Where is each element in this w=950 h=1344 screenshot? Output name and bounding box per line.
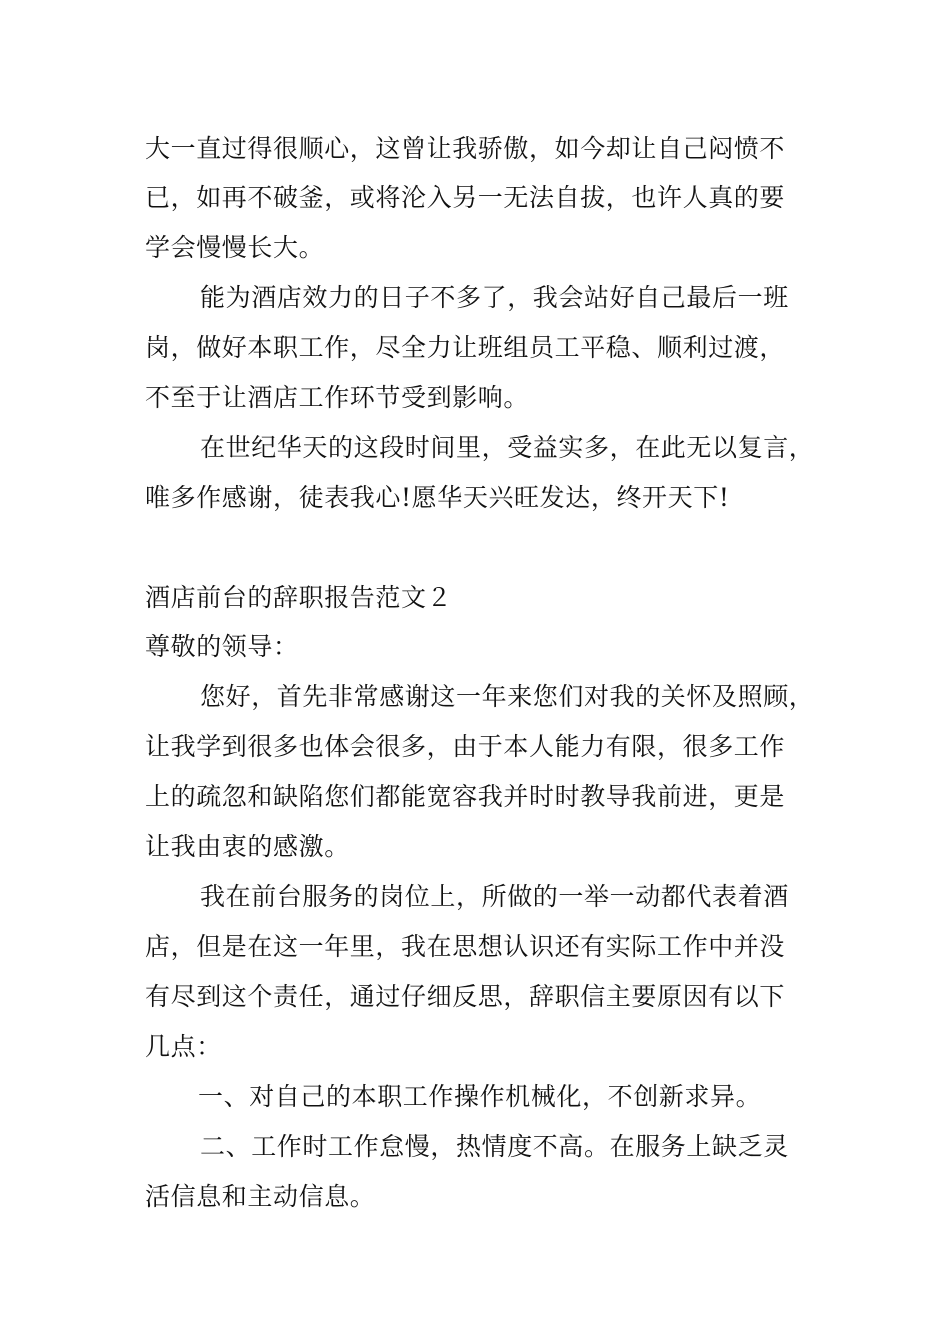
text-line: 已，如再不破釜，或将沦入另一无法自拔，也许人真的要	[145, 183, 786, 212]
text-line: 让我学到很多也体会很多，由于本人能力有限，很多工作	[145, 732, 786, 761]
text-line: 店，但是在这一年里，我在思想认识还有实际工作中并没	[145, 932, 786, 961]
text-line: 我在前台服务的岗位上，所做的一举一动都代表着酒	[200, 882, 789, 911]
text-line: 不至于让酒店工作环节受到影响。	[145, 383, 530, 412]
text-line: 让我由衷的感激。	[145, 832, 350, 861]
text-line: 唯多作感谢，徒表我心!愿华天兴旺发达，终开天下!	[145, 483, 730, 512]
text-line: 几点：	[145, 1032, 222, 1061]
text-line: 学会慢慢长大。	[145, 233, 325, 262]
text-line: 大一直过得很顺心，这曾让我骄傲，如今却让自己闷愤不	[145, 134, 786, 163]
text-line: 在世纪华天的这段时间里，受益实多，在此无以复言，	[200, 433, 815, 462]
text-line: 您好，首先非常感谢这一年来您们对我的关怀及照顾，	[200, 682, 815, 711]
text-line: 上的疏忽和缺陷您们都能宽容我并时时教导我前进，更是	[145, 782, 786, 811]
text-line: 能为酒店效力的日子不多了，我会站好自己最后一班	[200, 283, 789, 312]
salutation: 尊敬的领导：	[145, 632, 299, 661]
text-line: 岗，做好本职工作，尽全力让班组员工平稳、顺利过渡，	[145, 333, 786, 362]
text-line: 活信息和主动信息。	[145, 1182, 376, 1211]
list-item: 二、工作时工作怠慢，热情度不高。在服务上缺乏灵	[200, 1132, 789, 1161]
text-line: 有尽到这个责任，通过仔细反思，辞职信主要原因有以下	[145, 982, 786, 1011]
list-item: 一、对自己的本职工作操作机械化，不创新求异。	[198, 1082, 762, 1111]
section-title: 酒店前台的辞职报告范文２	[145, 583, 453, 612]
